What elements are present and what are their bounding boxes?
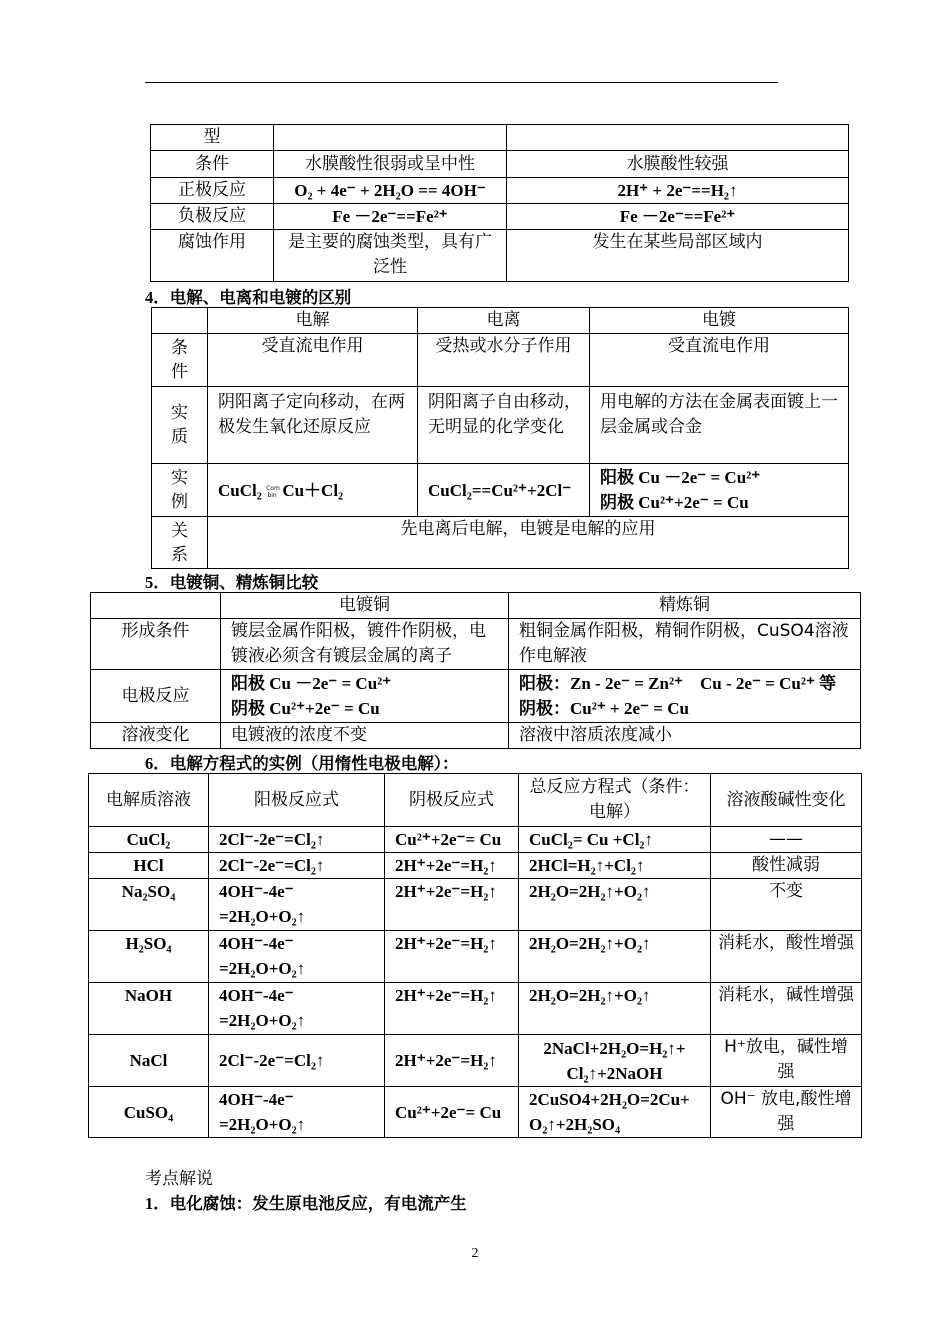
row-label: 正极反应 (151, 178, 274, 204)
cell: 2H₂O=2H₂↑+O₂↑ (519, 931, 711, 983)
column-header: 电离 (418, 308, 590, 334)
cell: Cu²⁺+2e⁻= Cu (385, 827, 519, 853)
column-header: 精炼铜 (509, 593, 861, 619)
cell: 2NaCl+2H₂O=H₂↑+ Cl₂↑+2NaOH (519, 1035, 711, 1087)
table-row (151, 151, 849, 178)
subtitle: 考点解说 (145, 1169, 213, 1189)
row-label: 实质 (152, 387, 208, 464)
cell: 2Cl⁻-2e⁻=Cl₂↑ (209, 827, 385, 853)
table-row (89, 1035, 862, 1087)
cell (509, 670, 861, 723)
table-row (152, 464, 849, 517)
point-1: 1．电化腐蚀：发生原电池反应，有电流产生 (145, 1194, 467, 1213)
row-label: 实例 (152, 464, 208, 517)
table-header-row (152, 308, 849, 334)
table-row (151, 204, 849, 230)
cell: 粗铜金属作阳极，精铜作阴极，CuSO4溶液作电解液 (509, 619, 861, 670)
table-row (89, 853, 862, 879)
cell: 电镀液的浓度不变 (221, 723, 509, 749)
column-header: 总反应方程式（条件：电解） (519, 774, 711, 827)
column-header: 电解质溶液 (89, 774, 209, 827)
cell: 4OH⁻-4e⁻ =2H₂O+O₂↑ (209, 1087, 385, 1138)
cell (208, 464, 418, 517)
table-row (152, 334, 849, 387)
table-row (91, 723, 861, 749)
row-label: 电极反应 (91, 670, 221, 723)
row-label: 形成条件 (91, 619, 221, 670)
condition-mark: Com bin (266, 484, 280, 499)
column-header: 溶液酸碱性变化 (711, 774, 862, 827)
cell: 水膜酸性很弱或呈中性 (274, 151, 507, 178)
cathode-reaction: 阴极 Cu²⁺+2e⁻ = Cu (231, 699, 380, 718)
cell: 用电解的方法在金属表面镀上一层金属或合金 (590, 387, 849, 464)
cell: 受热或水分子作用 (418, 334, 590, 387)
cell: 4OH⁻-4e⁻ =2H₂O+O₂↑ (209, 983, 385, 1035)
cell (590, 464, 849, 517)
table-row (91, 670, 861, 723)
cell: 受直流电作用 (590, 334, 849, 387)
section-6-heading: 6．电解方程式的实例（用惰性电极电解）： (145, 754, 459, 773)
cell: 不变 (711, 879, 862, 931)
cell: 酸性减弱 (711, 853, 862, 879)
row-label: 溶液变化 (91, 723, 221, 749)
corrosion-table (150, 124, 849, 282)
row-label: 条件 (152, 334, 208, 387)
cell: 先电离后电解，电镀是电解的应用 (208, 517, 849, 569)
anode-reaction: 阳极：Zn - 2e⁻ = Zn²⁺ Cu - 2e⁻ = Cu²⁺ 等 (519, 674, 837, 693)
cell: 2H⁺+2e⁻=H₂↑ (385, 983, 519, 1035)
column-header: 阳极反应式 (209, 774, 385, 827)
table-row (89, 827, 862, 853)
cell: 2CuSO4+2H₂O=2Cu+ O₂↑+2H₂SO₄ (519, 1087, 711, 1138)
cell: 是主要的腐蚀类型，具有广泛性 (274, 230, 507, 282)
cell: O₂ + 4e⁻ + 2H₂O == 4OH⁻ (274, 178, 507, 204)
cell: 2H₂O=2H₂↑+O₂↑ (519, 879, 711, 931)
cell: HCl (89, 853, 209, 879)
table-header-row (89, 774, 862, 827)
cell: CuCl₂==Cu²⁺+2Cl⁻ (418, 464, 590, 517)
cell: Fe －2e⁻==Fe²⁺ (507, 204, 849, 230)
table-row (152, 387, 849, 464)
row-label: 腐蚀作用 (151, 230, 274, 282)
cell: 2H₂O=2H₂↑+O₂↑ (519, 983, 711, 1035)
cell: 发生在某些局部区域内 (507, 230, 849, 282)
cell: 4OH⁻-4e⁻ =2H₂O+O₂↑ (209, 931, 385, 983)
cell: 阴阳离子定向移动，在两极发生氧化还原反应 (208, 387, 418, 464)
cell: H⁺放电，碱性增强 (711, 1035, 862, 1087)
cell: 2H⁺+2e⁻=H₂↑ (385, 931, 519, 983)
cell: 消耗水，酸性增强 (711, 931, 862, 983)
cell: Cu²⁺+2e⁻= Cu (385, 1087, 519, 1138)
column-header: 电解 (208, 308, 418, 334)
cell: 阴阳离子自由移动，无明显的化学变化 (418, 387, 590, 464)
copper-plating-table (90, 592, 861, 749)
row-label: 负极反应 (151, 204, 274, 230)
column-header: 电镀铜 (221, 593, 509, 619)
cell: 2Cl⁻-2e⁻=Cl₂↑ (209, 853, 385, 879)
cell: NaOH (89, 983, 209, 1035)
cell: 2HCl=H₂↑+Cl₂↑ (519, 853, 711, 879)
cell: 镀层金属作阳极，镀件作阴极，电镀液必须含有镀层金属的离子 (221, 619, 509, 670)
cell: CuCl₂ (89, 827, 209, 853)
table-row (151, 178, 849, 204)
electrolysis-comparison-table (151, 307, 849, 569)
table-row (151, 230, 849, 282)
cell: —— (711, 827, 862, 853)
cell: CuSO₄ (89, 1087, 209, 1138)
page-number: 2 (471, 1246, 479, 1261)
cell: 2H⁺+2e⁻=H₂↑ (385, 879, 519, 931)
table-row (151, 125, 849, 151)
table-row (89, 1087, 862, 1138)
table-row (152, 517, 849, 569)
table-row (91, 619, 861, 670)
electrolysis-equations-table (88, 773, 862, 1138)
row-label: 条件 (151, 151, 274, 178)
cathode-reaction: 阴极 Cu²⁺+2e⁻ = Cu (600, 493, 749, 512)
cell: Na₂SO₄ (89, 879, 209, 931)
cathode-reaction: 阴极：Cu²⁺ + 2e⁻ = Cu (519, 699, 689, 718)
cell: 2H⁺+2e⁻=H₂↑ (385, 1035, 519, 1087)
cell: CuCl₂= Cu +Cl₂↑ (519, 827, 711, 853)
table-row (89, 931, 862, 983)
cell: H₂SO₄ (89, 931, 209, 983)
formula: Cu＋Cl₂ (282, 480, 344, 500)
section-5-heading: 5．电镀铜、精炼铜比较 (145, 573, 319, 592)
column-header: 电镀 (590, 308, 849, 334)
table-row (89, 983, 862, 1035)
formula: CuCl₂ (218, 480, 262, 500)
cell: 4OH⁻-4e⁻ =2H₂O+O₂↑ (209, 879, 385, 931)
cell (221, 670, 509, 723)
row-label: 型 (151, 125, 274, 151)
cell: 溶液中溶质浓度减小 (509, 723, 861, 749)
table-header-row (91, 593, 861, 619)
row-label: 关系 (152, 517, 208, 569)
section-4-heading: 4．电解、电离和电镀的区别 (145, 288, 352, 307)
cell: NaCl (89, 1035, 209, 1087)
anode-reaction: 阳极 Cu －2e⁻ = Cu²⁺ (600, 468, 761, 487)
cell: 消耗水，碱性增强 (711, 983, 862, 1035)
cell: 水膜酸性较强 (507, 151, 849, 178)
anode-reaction: 阳极 Cu －2e⁻ = Cu²⁺ (231, 674, 392, 693)
cell: 2H⁺+2e⁻=H₂↑ (385, 853, 519, 879)
header-rule (145, 82, 778, 83)
cell: 受直流电作用 (208, 334, 418, 387)
cell: OH⁻ 放电,酸性增强 (711, 1087, 862, 1138)
cell: 2Cl⁻-2e⁻=Cl₂↑ (209, 1035, 385, 1087)
cell: 2H⁺ + 2e⁻==H₂↑ (507, 178, 849, 204)
table-row (89, 879, 862, 931)
cell: Fe －2e⁻==Fe²⁺ (274, 204, 507, 230)
column-header: 阴极反应式 (385, 774, 519, 827)
